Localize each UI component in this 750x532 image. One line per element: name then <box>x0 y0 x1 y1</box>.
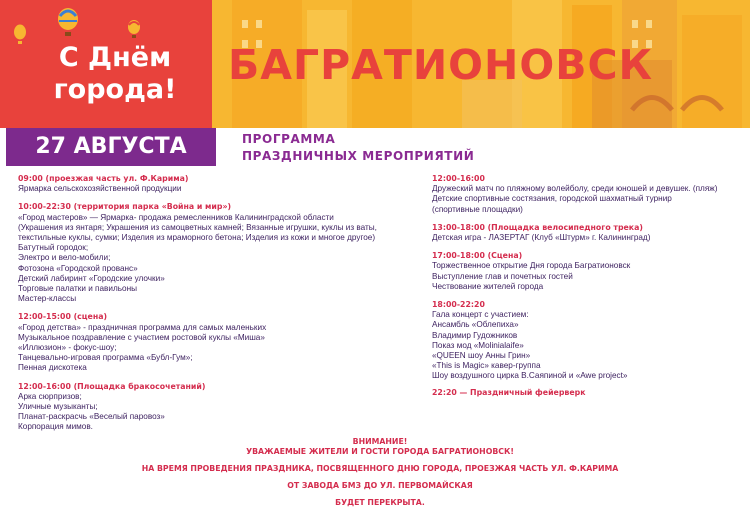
event-item: Планат-раскрасчь «Веселый паровоз» <box>18 412 165 422</box>
event-time-title: 09:00 (проезжая часть ул. Ф.Карима) <box>18 174 189 183</box>
balloon-icon <box>12 24 28 46</box>
event-time-title: 12:00-16:00 (Площадка бракосочетаний) <box>18 381 206 391</box>
event-time-title: 12:00-15:00 (сцена) <box>18 312 108 322</box>
event-item: Ансамбль «Облепиха» <box>432 320 519 330</box>
event-time-title: 12:00-16:00 <box>432 174 485 183</box>
event-item: «QUEEN шоу Анны Грин» <box>432 351 531 361</box>
event-time-title: 17:00-18:00 (Сцена) <box>432 251 523 261</box>
event-item: «This is Magic» кавер-группа <box>432 361 541 371</box>
event-item: текстильные куклы, сумки; Изделия из мраморного бетона; Изделия из кожи и многое другое) <box>18 233 376 243</box>
event-block <box>432 223 744 243</box>
event-item: «Город мастеров» — Ярмарка- продажа ремесленников Калининградской области <box>18 212 334 222</box>
event-item: Детский лабиринт «Городские улочки» <box>18 273 165 283</box>
header-banner <box>0 0 750 128</box>
event-item: «Иллюзион» - фокус-шоу; <box>18 343 117 353</box>
event-item: Батутный городок; <box>18 243 89 253</box>
event-item: Торжественное открытие Дня города Багратионовск <box>432 261 631 271</box>
notice-closure-range: ОТ ЗАВОДА БМЗ ДО УЛ. ПЕРВОМАЙСКАЯ <box>287 481 473 490</box>
event-item: Показ мод «Molinialaife» <box>432 340 524 350</box>
event-item: Электро и вело-мобили; <box>18 253 111 263</box>
city-title: БАГРАТИОНОВСК <box>228 41 654 89</box>
greeting-text <box>30 42 200 106</box>
event-item: Чествование жителей города <box>432 281 544 291</box>
event-block <box>432 174 744 215</box>
event-item: Торговые палатки и павильоны <box>18 284 137 294</box>
event-block <box>18 202 413 304</box>
event-item: Дружеский матч по пляжному волейболу, среди юношей и девушек. (пляж) <box>432 184 718 194</box>
event-item: Уличные музыканты; <box>18 402 98 412</box>
date-badge: 27 АВГУСТА <box>6 128 216 166</box>
event-block <box>18 382 413 433</box>
hot-air-balloon-small-icon <box>126 20 142 40</box>
hot-air-balloon-icon <box>56 8 80 38</box>
event-item: Гала концерт с участием: <box>432 310 529 320</box>
event-time-title: 18:00-22:20 <box>432 300 485 310</box>
event-block <box>18 174 413 194</box>
event-item: Детские спортивные состязания, городской шахматный турнир <box>432 194 672 204</box>
event-item: «Город детства» - праздничная программа для самых маленьких <box>18 322 267 332</box>
event-item: Арка сюрпризов; <box>18 391 82 401</box>
event-item: (спортивные площадки) <box>432 204 523 214</box>
event-item: Корпорация мимов. <box>18 422 93 432</box>
notice-greeting: УВАЖАЕМЫЕ ЖИТЕЛИ И ГОСТИ ГОРОДА БАГРАТИОНОВСК! <box>246 447 514 456</box>
greeting-line1: С Днём <box>58 42 172 73</box>
road-closure-notice <box>60 437 700 515</box>
event-item: Музыкальное поздравление с участием ростовой куклы «Миша» <box>18 332 265 342</box>
program-title-line2: ПРАЗДНИЧНЫХ МЕРОПРИЯТИЙ <box>242 149 475 163</box>
event-item: Владимир Гудожников <box>432 330 518 340</box>
notice-attention: ВНИМАНИЕ! <box>352 437 408 446</box>
event-time-title: 10:00-22:30 (территория парка «Война и мир») <box>18 202 232 212</box>
event-block <box>432 300 744 382</box>
notice-closure-end: БУДЕТ ПЕРЕКРЫТА. <box>335 498 425 507</box>
event-time-title: 13:00-18:00 (Площадка велосипедного трека) <box>432 222 643 232</box>
event-block <box>18 312 413 373</box>
event-item: Ярмарка сельскохозяйственной продукции <box>18 184 182 194</box>
event-item: Шоу воздушного цирка В.Саяпиной и «Awe project» <box>432 371 628 381</box>
event-item: Фотозона «Городской прованс» <box>18 263 138 273</box>
notice-closure-line: НА ВРЕМЯ ПРОВЕДЕНИЯ ПРАЗДНИКА, ПОСВЯЩЕННОГО ДНЮ ГОРОДА, ПРОЕЗЖАЯ ЧАСТЬ УЛ. Ф.КАРИМА <box>141 464 619 473</box>
program-left-column <box>18 174 413 441</box>
event-item: Танцевально-игровая программа «Бубл-Гум»; <box>18 353 193 363</box>
event-item: Пенная дискотека <box>18 363 87 373</box>
event-item: (Украшения из янтаря; Украшения из самоцветных камней; Вязанные игрушки, куклы из ваты, <box>18 222 377 232</box>
program-right-column <box>432 174 744 398</box>
program-title <box>242 131 474 165</box>
program-title-line1: ПРОГРАММА <box>242 132 336 146</box>
event-item: Мастер-классы <box>18 294 77 304</box>
event-item: Выступление глав и почетных гостей <box>432 271 573 281</box>
event-item: Детская игра - ЛАЗЕРТАГ (Клуб «Штурм» г. Калининград) <box>432 233 651 243</box>
fireworks-finale: 22:20 — Праздничный фейерверк <box>432 387 586 397</box>
greeting-line2: города! <box>53 74 177 105</box>
event-block <box>432 251 744 292</box>
